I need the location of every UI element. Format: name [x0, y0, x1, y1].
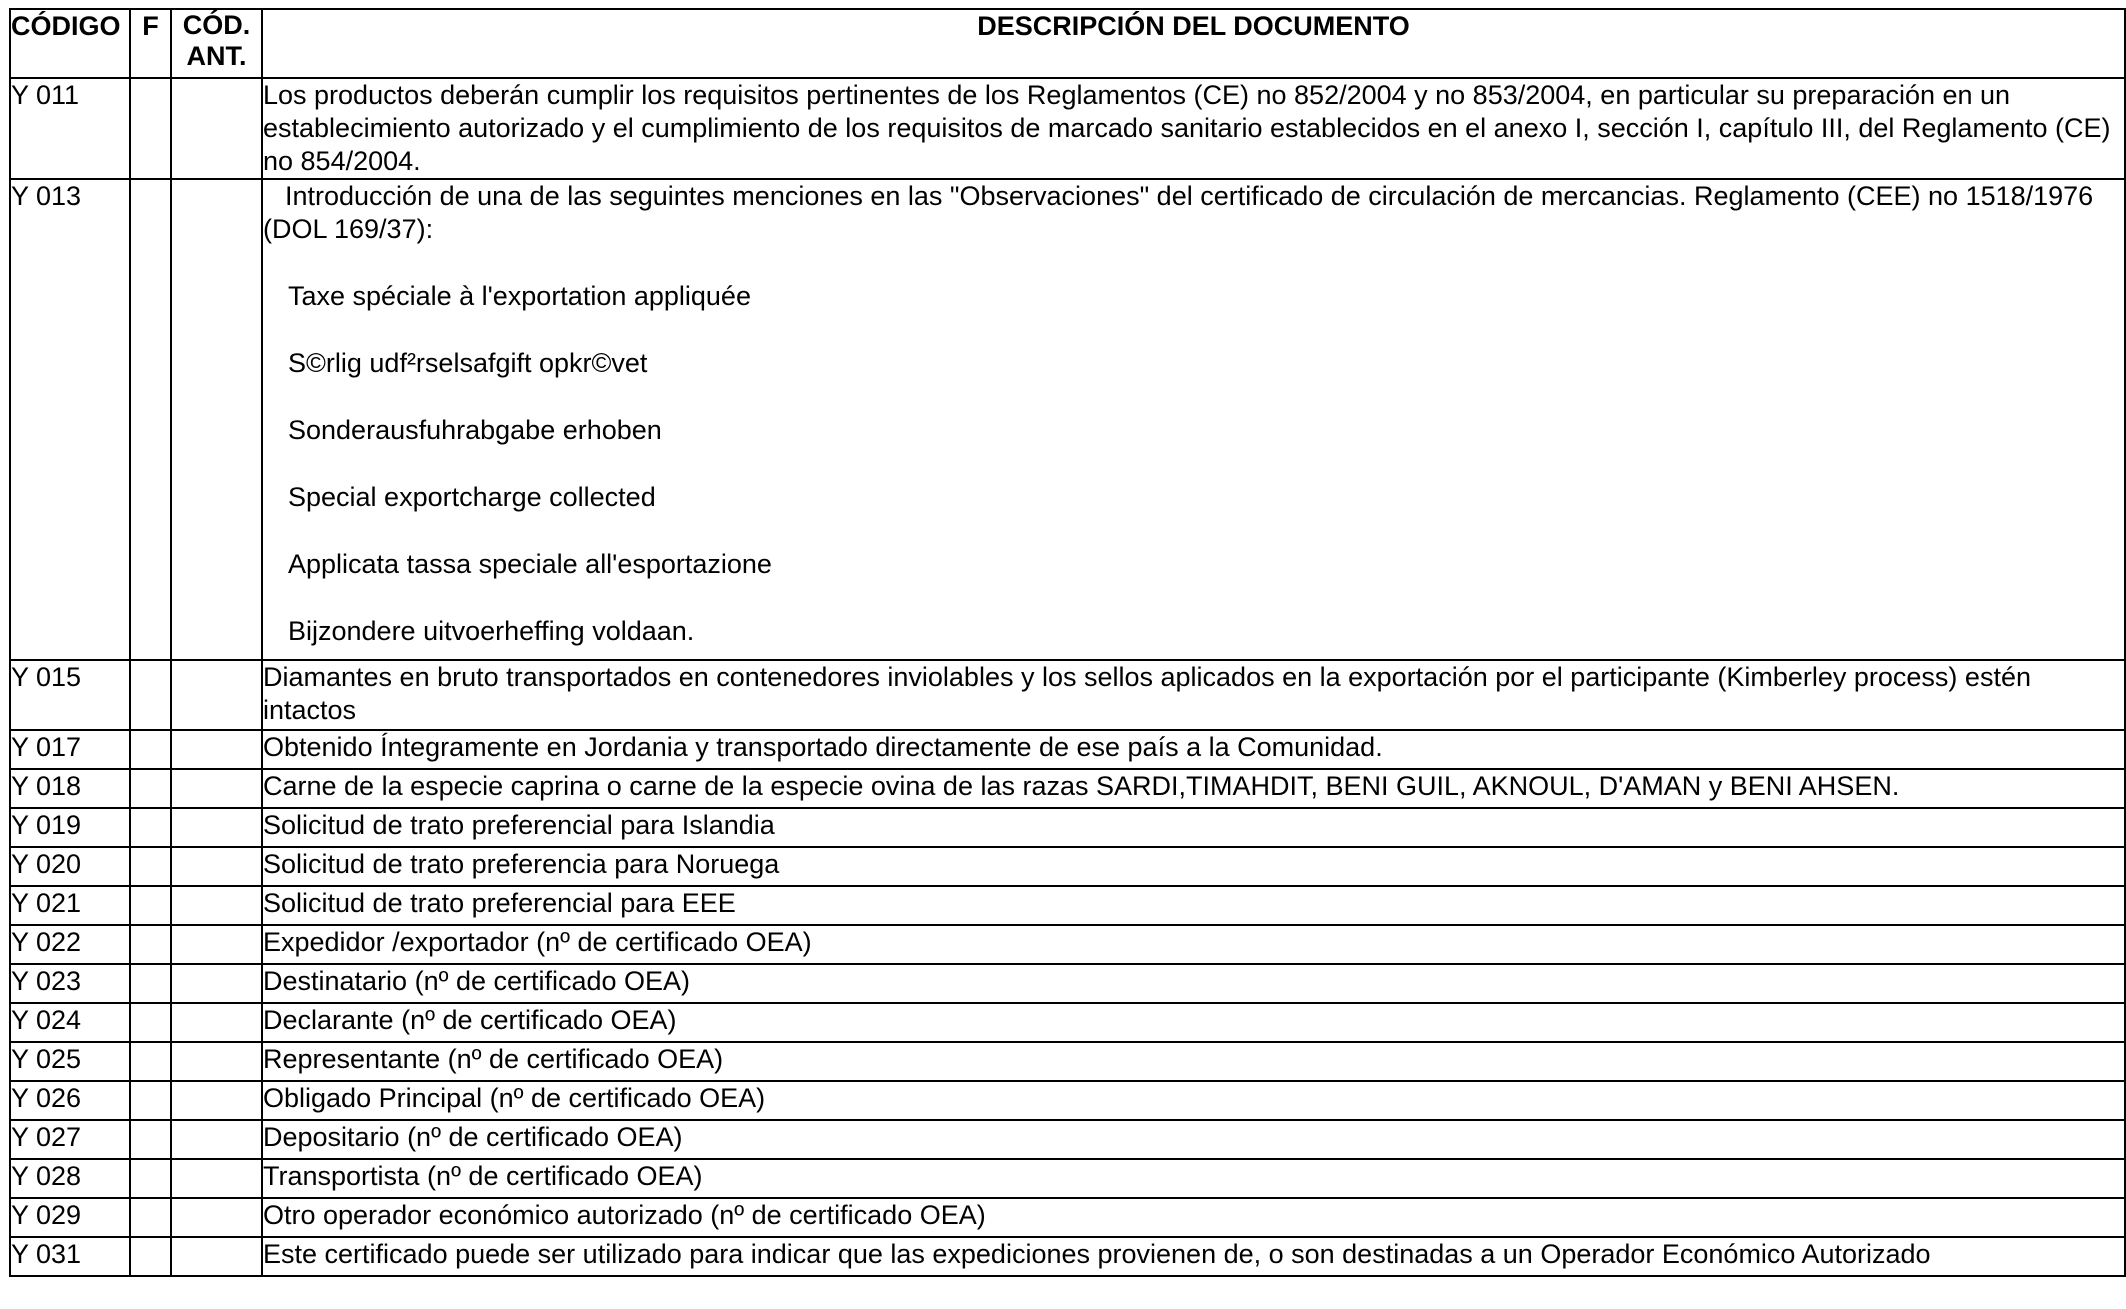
row-code: Y 020: [10, 847, 130, 886]
row-description: Otro operador económico autorizado (nº de certificado OEA): [262, 1198, 2125, 1237]
row-description: Diamantes en bruto transportados en contenedores inviolables y los sellos aplicados en la exportación por el participante (Kimberley process) estén intactos: [262, 660, 2125, 730]
row-f: [130, 1003, 171, 1042]
row-cod-ant: [171, 964, 262, 1003]
row-description: Este certificado puede ser utilizado para indicar que las expediciones provienen de, o son destinadas a un Operador Económico Autorizado: [262, 1237, 2125, 1276]
row-description: Representante (nº de certificado OEA): [262, 1042, 2125, 1081]
row-f: [130, 886, 171, 925]
header-cod-ant-line1: CÓD.: [182, 10, 251, 40]
row-code: Y 011: [10, 78, 130, 179]
row-f: [130, 925, 171, 964]
row-cod-ant: [171, 1198, 262, 1237]
mention-item: Applicata tassa speciale all'esportazione: [288, 549, 772, 579]
row-cod-ant: [171, 1159, 262, 1198]
row-code: Y 025: [10, 1042, 130, 1081]
row-cod-ant: [171, 886, 262, 925]
row-f: [130, 1237, 171, 1276]
row-code: Y 027: [10, 1120, 130, 1159]
row-code: Y 022: [10, 925, 130, 964]
header-codigo: CÓDIGO: [10, 9, 130, 78]
table-row: [10, 1159, 2125, 1198]
table-row: [10, 660, 2125, 730]
row-code: Y 024: [10, 1003, 130, 1042]
row-description: Obtenido Íntegramente en Jordania y transportado directamente de ese país a la Comunidad.: [262, 730, 2125, 769]
row-cod-ant: [171, 1081, 262, 1120]
table-row: [10, 847, 2125, 886]
row-code: Y 028: [10, 1159, 130, 1198]
table-row: [10, 1003, 2125, 1042]
row-code: Y 017: [10, 730, 130, 769]
table-row: [10, 1081, 2125, 1120]
row-cod-ant: [171, 1042, 262, 1081]
row-code: Y 029: [10, 1198, 130, 1237]
row-cod-ant: [171, 925, 262, 964]
row-cod-ant: [171, 1120, 262, 1159]
row-cod-ant: [171, 1003, 262, 1042]
table-row: [10, 78, 2125, 179]
table-header-row: [10, 9, 2125, 78]
row-f: [130, 78, 171, 179]
table-row: [10, 886, 2125, 925]
row-description: Declarante (nº de certificado OEA): [262, 1003, 2125, 1042]
row-cod-ant: [171, 808, 262, 847]
row-cod-ant: [171, 730, 262, 769]
row-description: Los productos deberán cumplir los requisitos pertinentes de los Reglamentos (CE) no 852/2004 y no 853/2004, en particular su preparación en un establecimiento autorizado y el cumplimiento de los requisitos de marcado sanitario establecidos en el anexo I, sección I, capítulo III, del Reglamento (CE) no 854/2004.: [262, 78, 2125, 179]
row-f: [130, 1159, 171, 1198]
row-cod-ant: [171, 179, 262, 660]
row-f: [130, 1120, 171, 1159]
row-code: Y 026: [10, 1081, 130, 1120]
row-f: [130, 179, 171, 660]
table-row: [10, 730, 2125, 769]
row-code: Y 015: [10, 660, 130, 730]
row-description: Depositario (nº de certificado OEA): [262, 1120, 2125, 1159]
row-description-intro: Introducción de una de las seguintes menciones en las "Observaciones" del certificado de circulación de mercancias. Reglamento (CEE) no 1518/1976 (DOL 169/37):: [263, 181, 2094, 244]
row-code: Y 018: [10, 769, 130, 808]
table-row: [10, 1042, 2125, 1081]
row-description: Solicitud de trato preferencial para EEE: [262, 886, 2125, 925]
row-description: Destinatario (nº de certificado OEA): [262, 964, 2125, 1003]
row-code: Y 019: [10, 808, 130, 847]
row-f: [130, 1081, 171, 1120]
document-codes-table: [9, 8, 2126, 1277]
row-f: [130, 1042, 171, 1081]
row-cod-ant: [171, 78, 262, 179]
row-code: Y 023: [10, 964, 130, 1003]
row-f: [130, 964, 171, 1003]
table-row: [10, 179, 2125, 660]
mention-item: Special exportcharge collected: [288, 482, 656, 512]
row-f: [130, 847, 171, 886]
table-row: [10, 1237, 2125, 1276]
row-description: Transportista (nº de certificado OEA): [262, 1159, 2125, 1198]
row-code: Y 021: [10, 886, 130, 925]
header-descripcion: DESCRIPCIÓN DEL DOCUMENTO: [262, 9, 2125, 78]
row-f: [130, 769, 171, 808]
table-row: [10, 925, 2125, 964]
row-f: [130, 730, 171, 769]
row-description: Expedidor /exportador (nº de certificado OEA): [262, 925, 2125, 964]
table-row: [10, 808, 2125, 847]
row-description: Obligado Principal (nº de certificado OEA): [262, 1081, 2125, 1120]
row-cod-ant: [171, 769, 262, 808]
row-description: [262, 179, 2125, 660]
table-row: [10, 964, 2125, 1003]
row-f: [130, 660, 171, 730]
table-row: [10, 1198, 2125, 1237]
row-description: Solicitud de trato preferencia para Noruega: [262, 847, 2125, 886]
mention-item: Taxe spéciale à l'exportation appliquée: [288, 281, 751, 311]
row-description: Carne de la especie caprina o carne de la especie ovina de las razas SARDI,TIMAHDIT, BENI GUIL, AKNOUL, D'AMAN y BENI AHSEN.: [262, 769, 2125, 808]
header-cod-ant: [171, 9, 262, 78]
table-row: [10, 1120, 2125, 1159]
row-code: Y 013: [10, 179, 130, 660]
header-f: F: [130, 9, 171, 78]
row-description: Solicitud de trato preferencial para Islandia: [262, 808, 2125, 847]
row-cod-ant: [171, 847, 262, 886]
table-row: [10, 769, 2125, 808]
row-cod-ant: [171, 660, 262, 730]
mention-item: S©rlig udf²rselsafgift opkr©vet: [288, 348, 648, 378]
row-f: [130, 808, 171, 847]
mention-item: Sonderausfuhrabgabe erhoben: [288, 415, 662, 445]
row-cod-ant: [171, 1237, 262, 1276]
row-f: [130, 1198, 171, 1237]
mention-item: Bijzondere uitvoerheffing voldaan.: [288, 616, 695, 646]
row-code: Y 031: [10, 1237, 130, 1276]
header-cod-ant-line2: ANT.: [186, 41, 247, 71]
